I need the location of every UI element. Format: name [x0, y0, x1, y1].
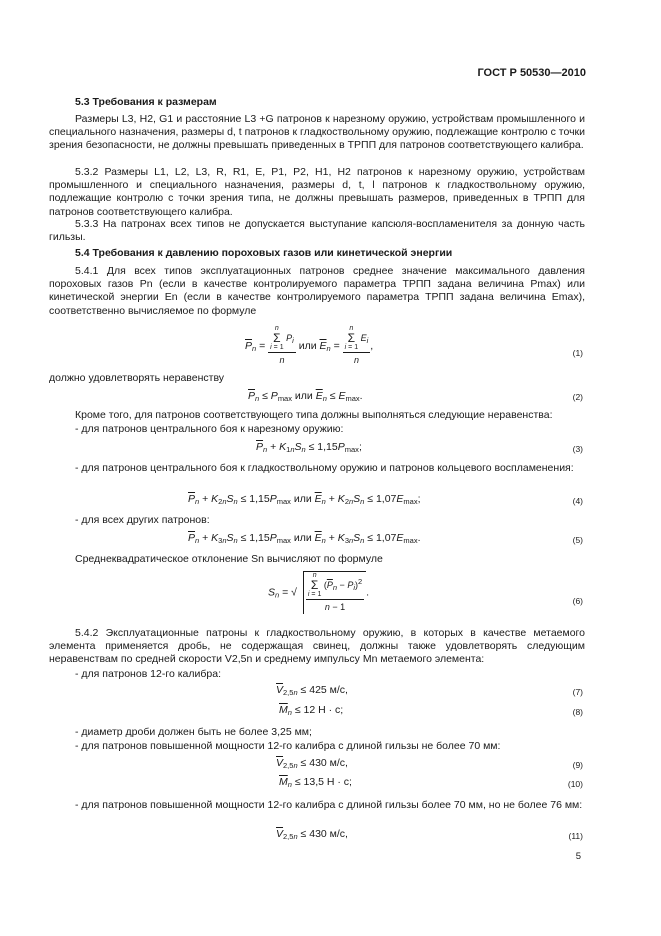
additional-inequalities-intro: Кроме того, для патронов соответствующего типа должны выполняться следующие неравенства: [75, 409, 553, 421]
equation-number-8: (8) [572, 707, 583, 717]
bullet-all-other: - для всех других патронов: [75, 514, 210, 526]
equation-number-5: (5) [572, 535, 583, 545]
formula-2: $\overline{P}_n \le P_{max}$ или $\overline{E}_n \le E_{max}$. [248, 390, 363, 403]
formula-9-bound: ≤ 430 м/с, [300, 757, 348, 769]
paragraph-5-3-2: 5.3.2 Размеры L1, L2, L3, R, R1, E, P1, P2, H1, H2 патронов к нарезному оружию, устройствам промышленного и специального назначения, размеры d, t, l патронов к гладкоствольному оружию, подлежащие контролю с точки зрения типа, не должны превышать размеров, приведенных в ТРПП для патронов соответствующего калибра. [49, 166, 585, 218]
formula-7-bound: ≤ 425 м/с, [300, 684, 348, 696]
page-number: 5 [575, 851, 581, 862]
equation-number-7: (7) [572, 687, 583, 697]
equation-number-1: (1) [572, 348, 583, 358]
formula-1: $\overline{P}_n$ = n Σ i = 1 $P_i$ n или $\overline{E}_n$ = n Σ i = 1 $E_i$ n , [245, 325, 374, 365]
formula-3: $\overline{P}_n + K_{1n}S_n \le 1,15P_{max}$; [256, 441, 362, 454]
bullet-high-power-70mm: - для патронов повышенной мощности 12-го калибра с длиной гильзы не более 70 мм: [75, 740, 501, 752]
equation-number-2: (2) [572, 392, 583, 402]
bullet-central-rifled: - для патронов центрального боя к нарезному оружию: [75, 423, 344, 435]
document-header: ГОСТ Р 50530—2010 [477, 67, 586, 79]
section-5-4-title: 5.4 Требования к давлению пороховых газов или кинетической энергии [75, 247, 453, 259]
paragraph-5-4-2: 5.4.2 Эксплуатационные патроны к гладкоствольному оружию, в которых в качестве метаемого элемента применяется дробь, не содержащая свинец, должны также удовлетворять следующим неравенствам по средней скорости V2,5n и среднему импульсу Mn метаемого элемента: [49, 627, 585, 666]
paragraph-5-3-1: Размеры L3, H2, G1 и расстояние L3 +G патронов к нарезному оружию, устройствам промышленного и специального назначения, размеры d, t патронов к гладкоствольному оружию, подлежащие контролю с точки зрения безопасности, не должны превышать приведенных в ТРПП для патронов соответствующего калибра. [49, 113, 585, 152]
formula-6: $S_n$ = √ n Σ i = 1 $(\overline{P}_n - P_i)^2$ n − 1 . [268, 572, 370, 612]
formula-9: $\overline{V}_{2,5n} \le 430$ м/с, [276, 757, 348, 770]
equation-number-11: (11) [568, 831, 583, 841]
bullet-shot-diameter: - диаметр дроби должен быть не более 3,25 мм; [75, 726, 312, 738]
section-5-3-title: 5.3 Требования к размерам [75, 96, 217, 108]
formula-11-bound: ≤ 430 м/с, [300, 828, 348, 840]
formula-10: $\overline{M}_n \le 13,5$ Н · с; [279, 776, 352, 789]
bullet-central-smoothbore-rimfire: - для патронов центрального боя к гладкоствольному оружию и патронов кольцевого воспламенения: [75, 462, 574, 474]
formula-8: $\overline{M}_n \le 12$ Н · с; [279, 704, 344, 717]
inequality-intro: должно удовлетворять неравенству [49, 372, 225, 384]
formula-4: $\overline{P}_n + K_{2n}S_n \le 1,15P_{max}$ или $\overline{E}_n + K_{2n}S_n \le 1,07E_{max}$; [188, 493, 421, 506]
formula-7: $\overline{V}_{2,5n} \le 425$ м/с, [276, 684, 348, 697]
formula-8-bound: ≤ 12 Н · с; [294, 704, 344, 716]
std-deviation-intro: Среднеквадратическое отклонение Sn вычисляют по формуле [75, 553, 383, 565]
equation-number-10: (10) [567, 779, 583, 789]
formula-5: $\overline{P}_n + K_{3n}S_n \le 1,15P_{max}$ или $\overline{E}_n + K_{3n}S_n \le 1,07E_{max}$. [188, 532, 421, 545]
paragraph-5-4-1: 5.4.1 Для всех типов эксплуатационных патронов среднее значение максимального давления пороховых газов Pn (если в качестве контролируемого параметра ТРПП задана величина Pmax) или кинетической энергии En (если в качестве контролируемого параметра ТРПП задана величина Emax), соответственно вычисляемое по формуле [49, 265, 585, 317]
paragraph-5-3-3: 5.3.3 На патронах всех типов не допускается выступание капсюля-воспламенителя за донную часть гильзы. [49, 218, 585, 244]
equation-number-9: (9) [572, 760, 583, 770]
equation-number-4: (4) [572, 496, 583, 506]
equation-number-3: (3) [572, 444, 583, 454]
equation-number-6: (6) [572, 596, 583, 606]
formula-10-bound: ≤ 13,5 Н · с; [294, 776, 352, 788]
formula-11: $\overline{V}_{2,5n} \le 430$ м/с, [276, 828, 348, 841]
bullet-12-gauge: - для патронов 12-го калибра: [75, 668, 221, 680]
bullet-high-power-76mm: - для патронов повышенной мощности 12-го калибра с длиной гильзы более 70 мм, но не более 76 мм: [75, 799, 583, 811]
